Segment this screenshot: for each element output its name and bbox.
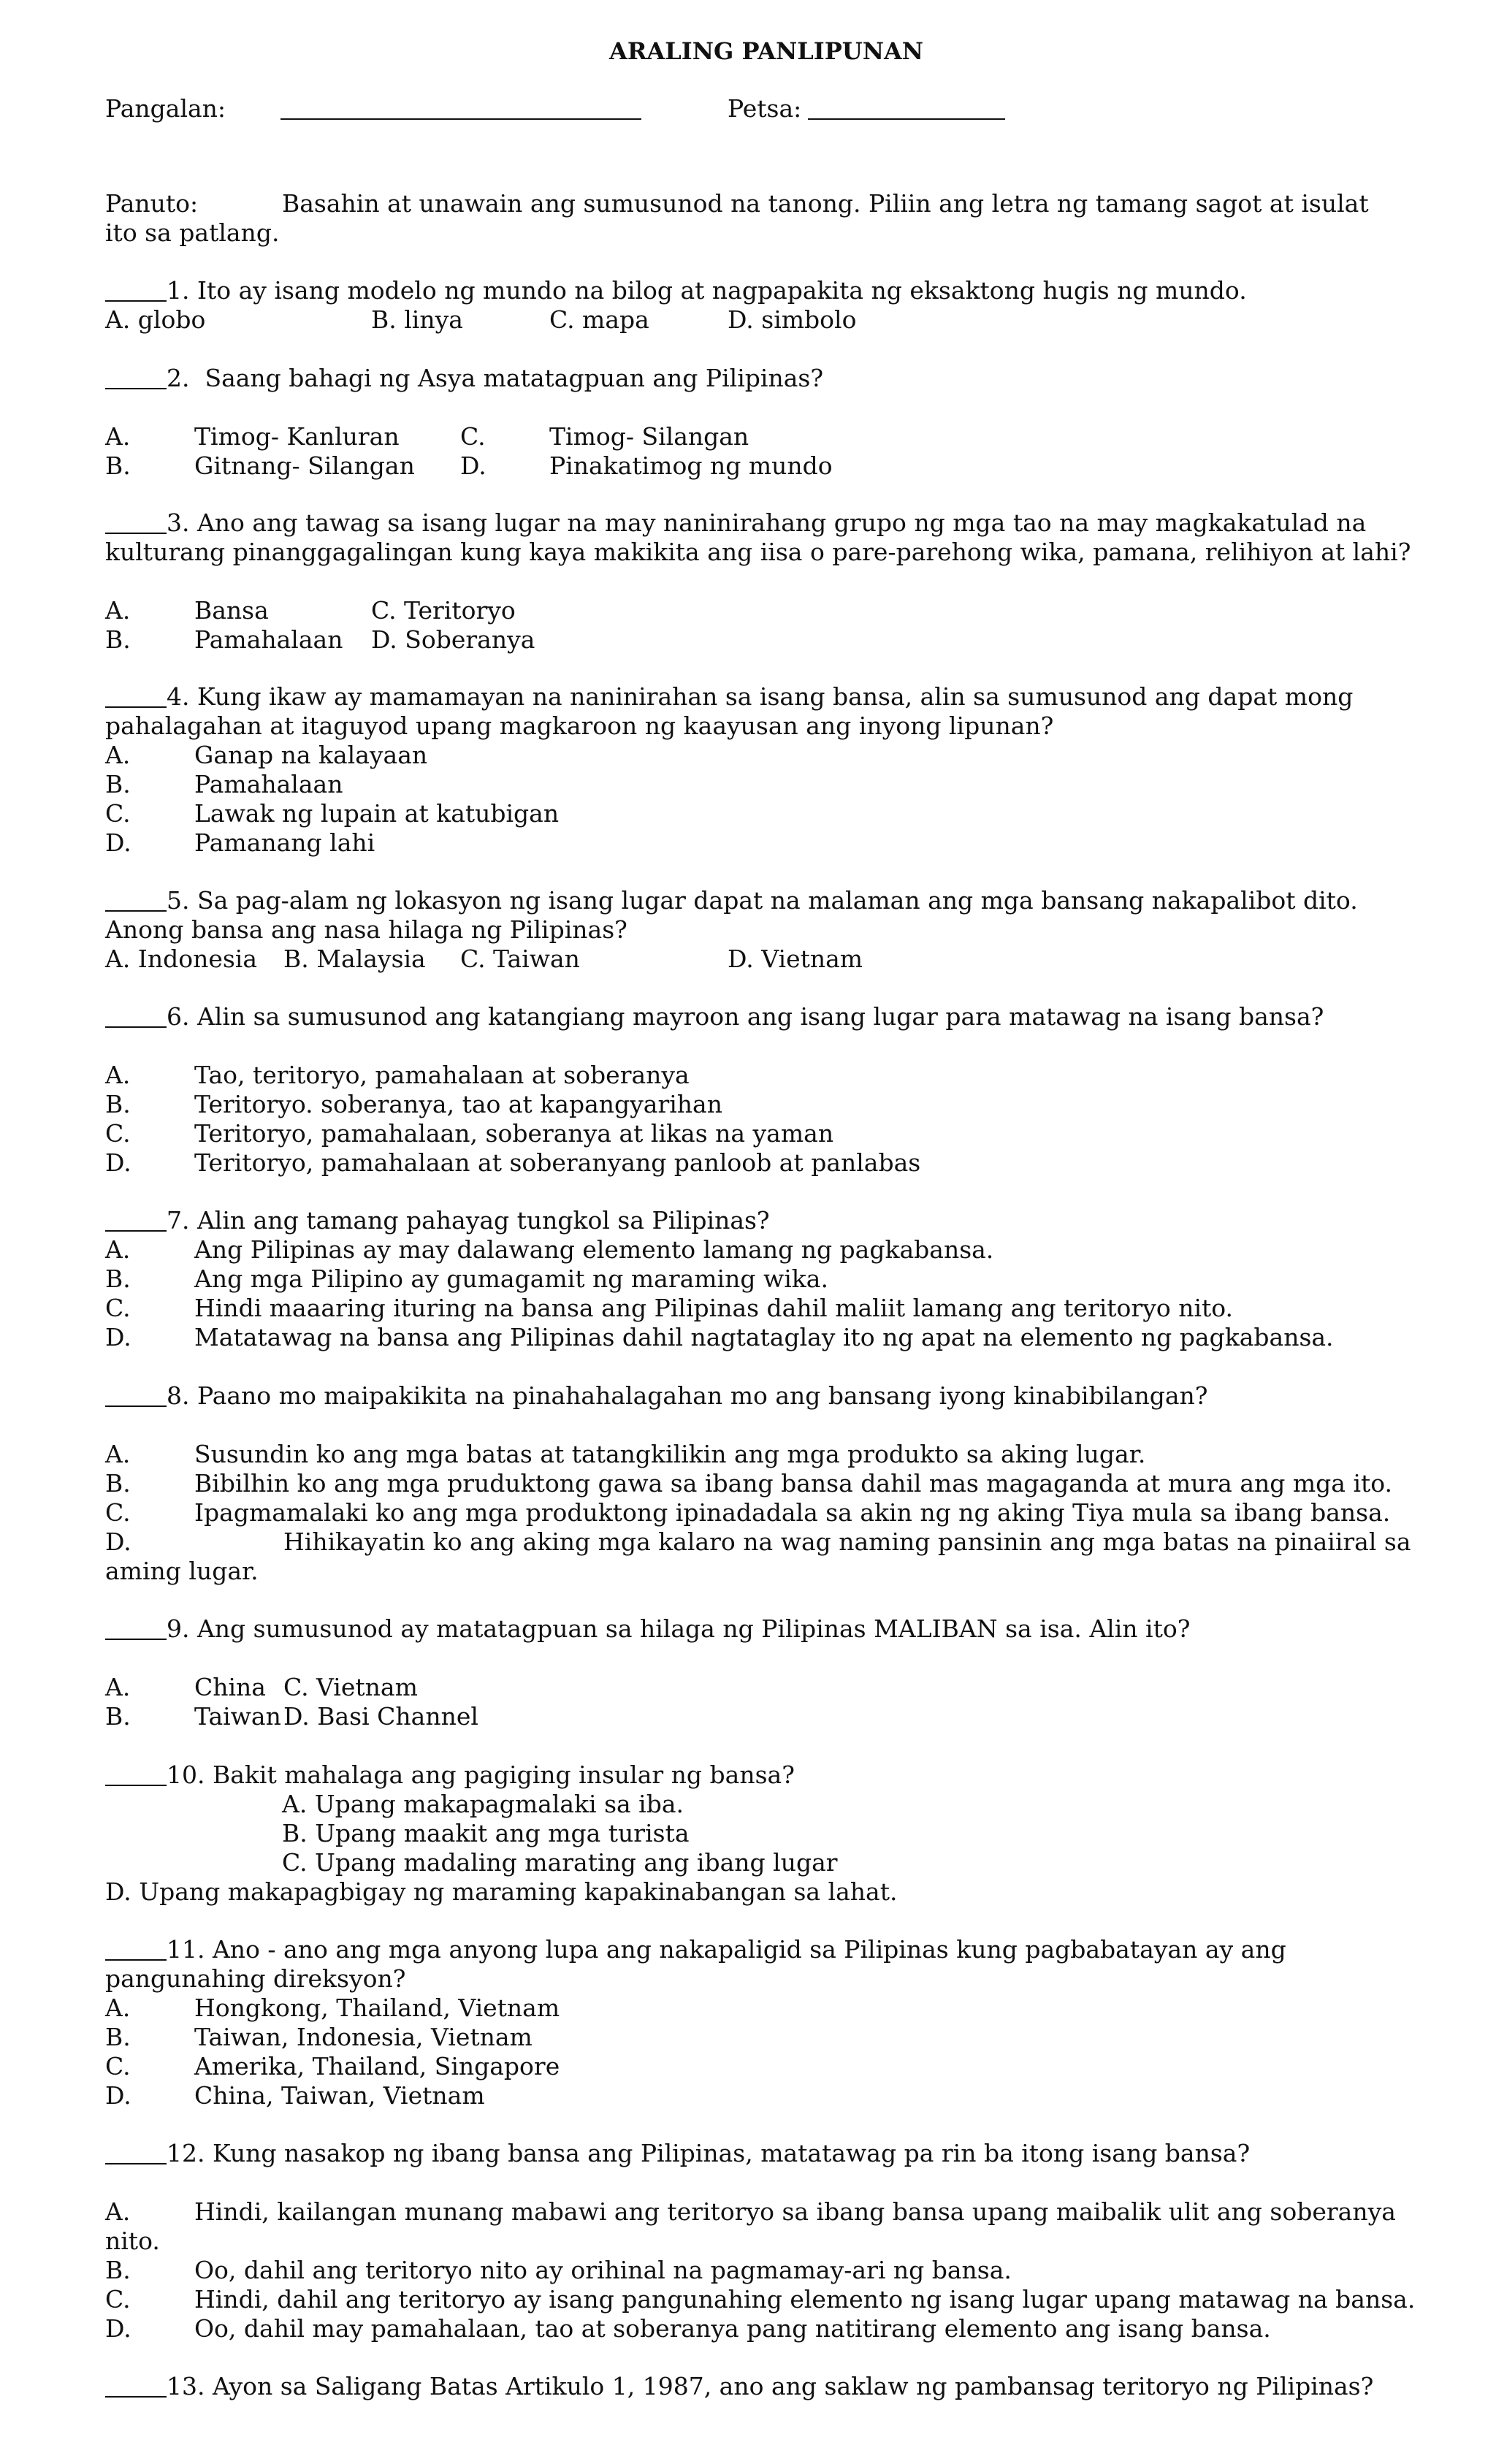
question-12: 12. Kung nasakop ng ibang bansa ang Pilipinas, matatawag pa rin ba itong isang bansa? bbox=[167, 2139, 1251, 2167]
choice-6a: Tao, teritoryo, pamahalaan at soberanya bbox=[194, 1061, 690, 1089]
choice-letter: A. bbox=[105, 422, 131, 451]
name-field-line[interactable] bbox=[280, 118, 641, 120]
instructions-text: ito sa patlang. bbox=[105, 218, 280, 247]
choice-11d: China, Taiwan, Vietnam bbox=[194, 2081, 485, 2110]
choice-letter: B. bbox=[105, 625, 131, 654]
answer-blank-11[interactable] bbox=[105, 1959, 167, 1961]
choice-9c: C. Vietnam bbox=[283, 1673, 418, 1701]
choice-letter: B. bbox=[105, 1090, 131, 1118]
question-7: 7. Alin ang tamang pahayag tungkol sa Pilipinas? bbox=[167, 1206, 770, 1235]
choice-4d: Pamanang lahi bbox=[194, 828, 375, 857]
question-11: 11. Ano - ano ang mga anyong lupa ang nakapaligid sa Pilipinas kung pagbabatayan ay ang bbox=[167, 1935, 1286, 1964]
choice-6d: Teritoryo, pamahalaan at soberanyang panloob at panlabas bbox=[194, 1148, 921, 1177]
choice-8c: Ipagmamalaki ko ang mga produktong ipinadadala sa akin ng ng aking Tiya mula sa ibang bansa. bbox=[194, 1498, 1391, 1527]
choice-5a: A. Indonesia bbox=[105, 945, 258, 973]
choice-1d: D. simbolo bbox=[728, 305, 857, 334]
question-8: 8. Paano mo maipakikita na pinahahalagahan mo ang bansang iyong kinabibilangan? bbox=[167, 1381, 1208, 1410]
question-3-cont: kulturang pinanggagalingan kung kaya makikita ang iisa o pare-parehong wika, pamana, relihiyon at lahi? bbox=[105, 538, 1411, 566]
question-11-cont: pangunahing direksyon? bbox=[105, 1964, 406, 1993]
question-9: 9. Ang sumusunod ay matatagpuan sa hilaga ng Pilipinas MALIBAN sa isa. Alin ito? bbox=[167, 1614, 1191, 1643]
choice-letter: A. bbox=[105, 741, 131, 769]
choice-letter: B. bbox=[105, 451, 131, 480]
choice-letter: C. bbox=[105, 1119, 131, 1148]
choice-letter: C. bbox=[105, 2285, 131, 2314]
choice-letter: B. bbox=[105, 1265, 131, 1293]
choice-letter: D. bbox=[105, 1527, 131, 1556]
choice-12d: Oo, dahil may pamahalaan, tao at soberanya pang natitirang elemento ang isang bansa. bbox=[194, 2314, 1271, 2343]
choice-11c: Amerika, Thailand, Singapore bbox=[194, 2052, 560, 2080]
choice-letter: D. bbox=[105, 1323, 131, 1351]
choice-letter: C. bbox=[460, 422, 486, 451]
question-2: 2. Saang bahagi ng Asya matatagpuan ang Pilipinas? bbox=[167, 364, 824, 392]
choice-9d: D. Basi Channel bbox=[283, 1702, 478, 1731]
answer-blank-2[interactable] bbox=[105, 388, 167, 389]
choice-3b: Pamahalaan bbox=[194, 625, 343, 654]
choice-letter: D. bbox=[105, 1148, 131, 1177]
choice-5d: D. Vietnam bbox=[728, 945, 863, 973]
choice-10c: C. Upang madaling marating ang ibang lugar bbox=[282, 1848, 838, 1877]
choice-letter: D. bbox=[105, 2314, 131, 2343]
choice-2c: Timog- Silangan bbox=[549, 422, 749, 451]
question-6: 6. Alin sa sumusunod ang katangiang mayroon ang isang lugar para matawag na isang bansa? bbox=[167, 1002, 1324, 1031]
choice-letter: B. bbox=[105, 770, 131, 798]
question-3: 3. Ano ang tawag sa isang lugar na may naninirahang grupo ng mga tao na may magkakatulad na bbox=[167, 508, 1367, 537]
choice-1c: C. mapa bbox=[549, 305, 649, 334]
date-label: Petsa: bbox=[728, 94, 802, 123]
choice-letter: C. bbox=[105, 2052, 131, 2080]
answer-blank-12[interactable] bbox=[105, 2163, 167, 2164]
answer-blank-13[interactable] bbox=[105, 2396, 167, 2398]
choice-letter: C. bbox=[105, 1294, 131, 1322]
answer-blank-7[interactable] bbox=[105, 1230, 167, 1232]
choice-10a: A. Upang makapagmalaki sa iba. bbox=[282, 1790, 684, 1818]
answer-blank-5[interactable] bbox=[105, 910, 167, 912]
question-5-cont: Anong bansa ang nasa hilaga ng Pilipinas? bbox=[105, 915, 627, 944]
choice-7c: Hindi maaaring ituring na bansa ang Pilipinas dahil maliit lamang ang teritoryo nito. bbox=[194, 1294, 1234, 1322]
choice-letter: B. bbox=[105, 1469, 131, 1498]
choice-letter: A. bbox=[105, 2197, 131, 2226]
question-10: 10. Bakit mahalaga ang pagiging insular ng bansa? bbox=[167, 1761, 795, 1789]
choice-2b: Gitnang- Silangan bbox=[194, 451, 415, 480]
choice-letter: A. bbox=[105, 1440, 131, 1468]
choice-9b: Taiwan bbox=[194, 1702, 281, 1731]
question-4-cont: pahalagahan at itaguyod upang magkaroon ng kaayusan ang inyong lipunan? bbox=[105, 712, 1054, 740]
choice-letter: A. bbox=[105, 1235, 131, 1264]
choice-12a-cont: nito. bbox=[105, 2227, 160, 2255]
choice-6c: Teritoryo, pamahalaan, soberanya at likas na yaman bbox=[194, 1119, 834, 1148]
answer-blank-8[interactable] bbox=[105, 1405, 167, 1407]
choice-letter: A. bbox=[105, 1994, 131, 2022]
choice-letter: A. bbox=[105, 596, 131, 625]
choice-letter: A. bbox=[105, 1061, 131, 1089]
answer-blank-10[interactable] bbox=[105, 1785, 167, 1786]
choice-letter: B. bbox=[105, 2023, 131, 2051]
choice-letter: D. bbox=[460, 451, 486, 480]
answer-blank-6[interactable] bbox=[105, 1026, 167, 1028]
instructions-label: Panuto: bbox=[105, 189, 199, 218]
choice-12a: Hindi, kailangan munang mabawi ang teritoryo sa ibang bansa upang maibalik ulit ang soberanya bbox=[194, 2197, 1396, 2226]
choice-7a: Ang Pilipinas ay may dalawang elemento lamang ng pagkabansa. bbox=[194, 1235, 994, 1264]
choice-5b: B. Malaysia bbox=[283, 945, 426, 973]
choice-letter: C. bbox=[105, 1498, 131, 1527]
choice-10d: D. Upang makapagbigay ng maraming kapakinabangan sa lahat. bbox=[105, 1877, 898, 1906]
question-13: 13. Ayon sa Saligang Batas Artikulo 1, 1987, ano ang saklaw ng pambansag teritoryo ng Pilipinas? bbox=[167, 2372, 1374, 2400]
instructions-text: Basahin at unawain ang sumusunod na tanong. Piliin ang letra ng tamang sagot at isulat bbox=[282, 189, 1369, 218]
answer-blank-9[interactable] bbox=[105, 1639, 167, 1640]
question-1: 1. Ito ay isang modelo ng mundo na bilog at nagpapakita ng eksaktong hugis ng mundo. bbox=[167, 276, 1247, 305]
name-label: Pangalan: bbox=[105, 94, 226, 123]
choice-4c: Lawak ng lupain at katubigan bbox=[194, 799, 560, 828]
choice-letter: A. bbox=[105, 1673, 131, 1701]
choice-8b: Bibilhin ko ang mga pruduktong gawa sa ibang bansa dahil mas magaganda at mura ang mga ito. bbox=[194, 1469, 1393, 1498]
choice-8a: Susundin ko ang mga batas at tatangkilikin ang mga produkto sa aking lugar. bbox=[194, 1440, 1146, 1468]
choice-6b: Teritoryo. soberanya, tao at kapangyarihan bbox=[194, 1090, 722, 1118]
choice-8d: Hihikayatin ko ang aking mga kalaro na wag naming pansinin ang mga batas na pinaiiral sa bbox=[283, 1527, 1411, 1556]
choice-7d: Matatawag na bansa ang Pilipinas dahil nagtataglay ito ng apat na elemento ng pagkabansa. bbox=[194, 1323, 1334, 1351]
choice-8d-cont: aming lugar. bbox=[105, 1557, 259, 1585]
choice-7b: Ang mga Pilipino ay gumagamit ng maraming wika. bbox=[194, 1265, 828, 1293]
choice-2a: Timog- Kanluran bbox=[194, 422, 400, 451]
choice-1a: A. globo bbox=[105, 305, 206, 334]
date-field-line[interactable] bbox=[808, 118, 1005, 120]
question-4: 4. Kung ikaw ay mamamayan na naninirahan sa isang bansa, alin sa sumusunod ang dapat mong bbox=[167, 682, 1354, 711]
choice-11a: Hongkong, Thailand, Vietnam bbox=[194, 1994, 560, 2022]
choice-10b: B. Upang maakit ang mga turista bbox=[282, 1819, 690, 1847]
choice-letter: D. bbox=[105, 828, 131, 857]
choice-4b: Pamahalaan bbox=[194, 770, 343, 798]
choice-5c: C. Taiwan bbox=[460, 945, 580, 973]
answer-blank-4[interactable] bbox=[105, 706, 167, 708]
choice-11b: Taiwan, Indonesia, Vietnam bbox=[194, 2023, 533, 2051]
choice-letter: B. bbox=[105, 1702, 131, 1731]
choice-3a: Bansa bbox=[194, 596, 269, 625]
choice-12b: Oo, dahil ang teritoryo nito ay orihinal na pagmamay-ari ng bansa. bbox=[194, 2256, 1012, 2284]
choice-2d: Pinakatimog ng mundo bbox=[549, 451, 833, 480]
choice-letter: D. bbox=[105, 2081, 131, 2110]
choice-4a: Ganap na kalayaan bbox=[194, 741, 428, 769]
answer-blank-1[interactable] bbox=[105, 300, 167, 302]
choice-letter: C. bbox=[105, 799, 131, 828]
choice-letter: B. bbox=[105, 2256, 131, 2284]
answer-blank-3[interactable] bbox=[105, 533, 167, 534]
question-5: 5. Sa pag-alam ng lokasyon ng isang lugar dapat na malaman ang mga bansang nakapalibot dito. bbox=[167, 886, 1358, 915]
choice-1b: B. linya bbox=[371, 305, 463, 334]
choice-9a: China bbox=[194, 1673, 266, 1701]
choice-3c: C. Teritoryo bbox=[371, 596, 516, 625]
choice-3d: D. Soberanya bbox=[371, 625, 535, 654]
page-title: ARALING PANLIPUNAN bbox=[609, 37, 924, 65]
choice-12c: Hindi, dahil ang teritoryo ay isang pangunahing elemento ng isang lugar upang matawag na bansa. bbox=[194, 2285, 1416, 2314]
